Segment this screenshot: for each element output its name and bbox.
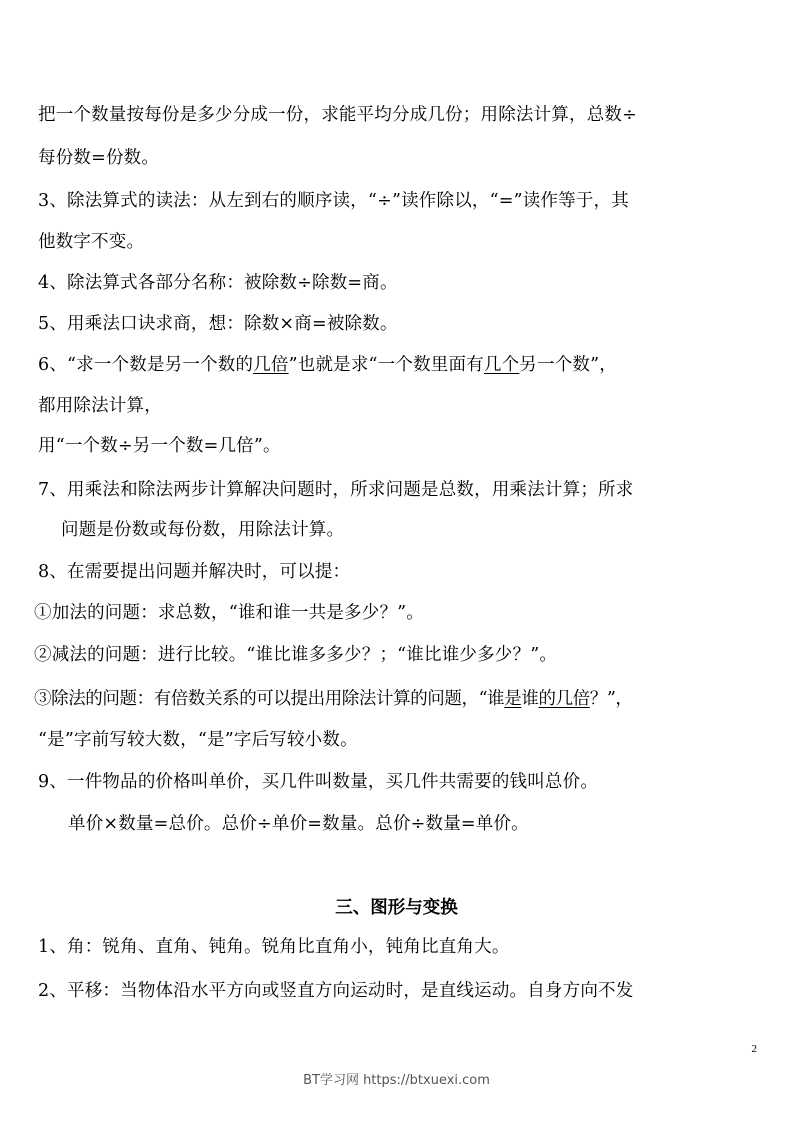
text-span: 3、除法算式的读法：从左到右的顺序读，“÷”读作除以，“=”读作等于，其	[38, 191, 629, 211]
text-line	[38, 312, 398, 336]
text-span: 4、除法算式各部分名称：被除数÷除数=商。	[38, 273, 398, 293]
text-span: ③除法的问题：有倍数关系的可以提出用除法计算的问题，“谁	[34, 689, 505, 709]
text-span: 另一个数”，	[519, 355, 617, 375]
text-span: ①加法的问题：求总数，“谁和谁一共是多少？”。	[34, 603, 424, 623]
text-line	[34, 687, 633, 711]
text-span: 6、“求一个数是另一个数的	[38, 355, 254, 375]
footer-watermark: BT学习网 https://btxuexi.com	[303, 1073, 490, 1088]
text-line	[38, 353, 617, 377]
text-span: 都用除法计算，	[38, 396, 162, 416]
text-span: 每份数=份数。	[38, 148, 160, 168]
text-span: 8、在需要提出问题并解决时，可以提：	[38, 562, 351, 582]
text-line	[38, 770, 598, 794]
text-span: 1、角：锐角、直角、钝角。锐角比直角小，钝角比直角大。	[38, 937, 510, 957]
text-line	[68, 812, 529, 836]
text-line	[38, 478, 633, 502]
text-span: 5、用乘法口诀求商，想：除数×商=被除数。	[38, 314, 398, 334]
text-span: “是”字前写较大数，“是”字后写较小数。	[38, 730, 358, 750]
underlined-text: 几倍	[253, 355, 289, 375]
text-line	[34, 643, 557, 667]
section-title: 三、图形与变换	[335, 898, 458, 918]
text-span: ②减法的问题：进行比较。“谁比谁多多少？；“谁比谁少多少？”。	[34, 645, 558, 665]
text-line	[38, 728, 358, 752]
text-line	[61, 518, 344, 542]
text-line	[38, 394, 162, 418]
text-span: 2、平移：当物体沿水平方向或竖直方向运动时，是直线运动。自身方向不发	[38, 981, 634, 1001]
text-span: 用“一个数÷另一个数=几倍”。	[38, 436, 281, 456]
text-span: 把一个数量按每份是多少分成一份，求能平均分成几份；用除法计算，总数÷	[38, 105, 637, 125]
text-line	[38, 434, 281, 458]
text-line	[38, 979, 633, 1003]
text-span: 问题是份数或每份数，用除法计算。	[61, 520, 345, 540]
text-line	[38, 560, 350, 584]
text-span: ？”，	[589, 689, 633, 709]
underlined-text: 几个	[483, 355, 520, 375]
page-number: 2	[751, 1043, 757, 1055]
text-span: ”也就是求“一个数里面有	[288, 355, 484, 375]
underlined-text: 是	[504, 689, 522, 709]
text-line	[38, 935, 510, 959]
text-span: 他数字不变。	[38, 232, 145, 252]
text-span: 7、用乘法和除法两步计算解决问题时，所求问题是总数，用乘法计算；所求	[38, 480, 634, 500]
text-line	[38, 146, 159, 170]
text-span: 单价×数量=总价。总价÷单价=数量。总价÷数量=单价。	[68, 814, 529, 834]
text-line	[34, 601, 424, 625]
text-line	[38, 230, 144, 254]
text-line	[38, 103, 637, 127]
text-line	[38, 271, 398, 295]
text-line	[38, 189, 629, 213]
text-span: 9、一件物品的价格叫单价，买几件叫数量，买几件共需要的钱叫总价。	[38, 772, 599, 792]
underlined-text: 的几倍	[538, 689, 590, 709]
text-span: 谁	[521, 689, 539, 709]
